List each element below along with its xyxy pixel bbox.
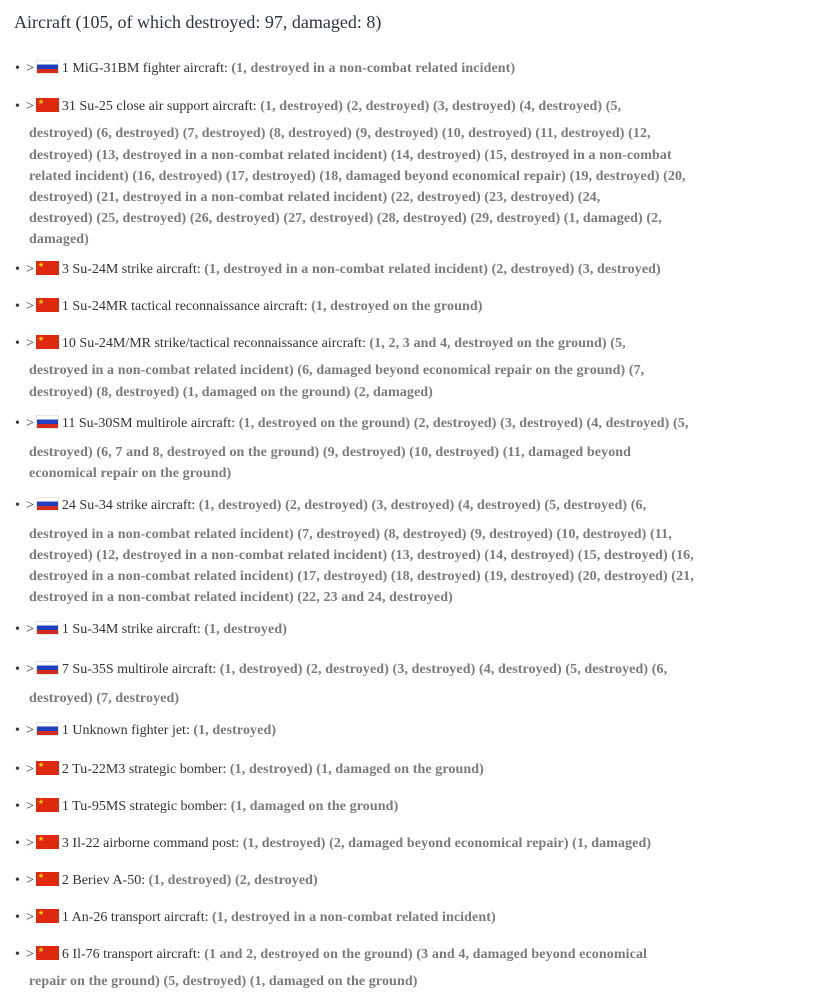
list-bullet: • xyxy=(15,799,20,814)
aircraft-type-label: 2 Tu-22M3 strategic bomber: xyxy=(61,762,230,777)
aircraft-type-label: 10 Su-24M/MR strike/tactical reconnaissance aircraft: xyxy=(61,336,370,351)
list-bullet: • xyxy=(15,947,20,962)
loss-details[interactable]: (1, destroyed) (2, destroyed) (3, destroyed) (4, destroyed) (5, xyxy=(260,99,622,114)
loss-details[interactable]: destroyed in a non-combat related incident) (6, damaged beyond economical repair on the ground) (7, xyxy=(29,363,645,378)
loss-details[interactable]: (1, destroyed) (1, damaged on the ground) xyxy=(229,762,484,777)
chevron-right-icon[interactable]: > xyxy=(26,498,34,513)
chevron-right-icon[interactable]: > xyxy=(26,723,34,738)
china-flag-icon: ★ xyxy=(36,761,59,775)
list-item xyxy=(0,259,770,280)
aircraft-type-label: 3 Il-22 airborne command post: xyxy=(61,836,243,851)
loss-details[interactable]: destroyed in a non-combat related incident) (22, 23 and 24, destroyed) xyxy=(29,590,453,605)
chevron-right-icon[interactable]: > xyxy=(26,762,34,777)
list-bullet: • xyxy=(15,61,20,76)
loss-details[interactable]: (1 and 2, destroyed on the ground) (3 and 4, damaged beyond economical xyxy=(204,947,648,962)
chevron-right-icon[interactable]: > xyxy=(26,416,34,431)
china-flag-icon: ★ xyxy=(36,335,59,349)
loss-details[interactable]: (1, destroyed on the ground) xyxy=(311,299,483,314)
china-flag-icon: ★ xyxy=(36,909,59,923)
list-item xyxy=(0,495,770,605)
loss-details[interactable]: destroyed) (25, destroyed) (26, destroyed) (27, destroyed) (28, destroyed) (29, destroyed) (1, damaged) (2, xyxy=(29,211,662,226)
list-item xyxy=(0,944,770,989)
china-flag-icon: ★ xyxy=(36,298,59,312)
loss-details[interactable]: repair on the ground) (5, destroyed) (1, damaged on the ground) xyxy=(29,974,418,989)
loss-details[interactable]: destroyed) (6, 7 and 8, destroyed on the ground) (9, destroyed) (10, destroyed) (11, damaged beyond xyxy=(29,445,632,460)
china-flag-icon: ★ xyxy=(36,261,59,275)
list-item xyxy=(0,759,770,780)
chevron-right-icon[interactable]: > xyxy=(26,61,34,76)
list-bullet: • xyxy=(15,723,20,738)
aircraft-type-label: 7 Su-35S multirole aircraft: xyxy=(61,662,220,677)
list-bullet: • xyxy=(15,622,20,637)
list-bullet: • xyxy=(15,99,20,114)
russia-flag-icon xyxy=(36,60,59,74)
list-item xyxy=(0,833,770,854)
chevron-right-icon[interactable]: > xyxy=(26,662,34,677)
list-bullet: • xyxy=(15,299,20,314)
aircraft-type-label: 24 Su-34 strike aircraft: xyxy=(61,498,199,513)
china-flag-icon: ★ xyxy=(36,835,59,849)
loss-details[interactable]: damaged) xyxy=(29,232,89,247)
loss-details[interactable]: destroyed) (21, destroyed in a non-combat related incident) (22, destroyed) (23, destroyed) (24, xyxy=(29,190,601,205)
russia-flag-icon xyxy=(36,661,59,675)
list-item xyxy=(0,907,770,928)
list-bullet: • xyxy=(15,336,20,351)
russia-flag-icon xyxy=(36,722,59,736)
aircraft-type-label: 1 Su-34M strike aircraft: xyxy=(61,622,205,637)
aircraft-type-label: 1 Su-24MR tactical reconnaissance aircraft: xyxy=(61,299,312,314)
chevron-right-icon[interactable]: > xyxy=(26,299,34,314)
loss-details[interactable]: (1, destroyed in a non-combat related incident) (2, destroyed) (3, destroyed) xyxy=(204,262,661,277)
loss-details[interactable]: (1, 2, 3 and 4, destroyed on the ground) (5, xyxy=(369,336,626,351)
list-item xyxy=(0,333,770,400)
section-heading: Aircraft (105, of which destroyed: 97, damaged: 8) xyxy=(14,12,382,32)
loss-details[interactable]: (1, destroyed) (2, destroyed) (3, destroyed) (4, destroyed) (5, destroyed) (6, xyxy=(198,498,647,513)
aircraft-type-label: 1 Tu-95MS strategic bomber: xyxy=(61,799,231,814)
list-item xyxy=(0,720,770,741)
list-bullet: • xyxy=(15,873,20,888)
list-bullet: • xyxy=(15,762,20,777)
list-item xyxy=(0,413,770,481)
loss-details[interactable]: destroyed) (8, destroyed) (1, damaged on the ground) (2, damaged) xyxy=(29,385,433,400)
list-bullet: • xyxy=(15,836,20,851)
aircraft-type-label: 3 Su-24M strike aircraft: xyxy=(61,262,205,277)
loss-details[interactable]: (1, destroyed) (2, destroyed) (3, destroyed) (4, destroyed) (5, destroyed) (6, xyxy=(219,662,668,677)
loss-details[interactable]: (1, destroyed on the ground) (2, destroyed) (3, destroyed) (4, destroyed) (5, xyxy=(238,416,689,431)
list-item xyxy=(0,96,770,247)
aircraft-type-label: 1 Unknown fighter jet: xyxy=(61,723,194,738)
loss-details[interactable]: (1, destroyed) (2, destroyed) xyxy=(148,873,318,888)
loss-details[interactable]: (1, destroyed) xyxy=(193,723,277,738)
loss-details[interactable]: destroyed) (7, destroyed) xyxy=(29,691,180,706)
russia-flag-icon xyxy=(36,621,59,635)
list-bullet: • xyxy=(15,416,20,431)
aircraft-type-label: 11 Su-30SM multirole aircraft: xyxy=(61,416,239,431)
russia-flag-icon xyxy=(36,497,59,511)
china-flag-icon: ★ xyxy=(36,946,59,960)
loss-details[interactable]: destroyed) (6, destroyed) (7, destroyed) (8, destroyed) (9, destroyed) (10, destroyed) (11, destroyed) (12, xyxy=(29,126,651,141)
list-bullet: • xyxy=(15,498,20,513)
chevron-right-icon[interactable]: > xyxy=(26,873,34,888)
chevron-right-icon[interactable]: > xyxy=(26,910,34,925)
china-flag-icon: ★ xyxy=(36,872,59,886)
russia-flag-icon xyxy=(36,415,59,429)
list-bullet: • xyxy=(15,262,20,277)
loss-details[interactable]: (1, damaged on the ground) xyxy=(230,799,399,814)
aircraft-type-label: 6 Il-76 transport aircraft: xyxy=(61,947,205,962)
loss-details[interactable]: destroyed in a non-combat related incident) (7, destroyed) (8, destroyed) (9, destroyed) (10, destroyed) (11, xyxy=(29,527,672,542)
list-item xyxy=(0,58,770,79)
loss-details[interactable]: economical repair on the ground) xyxy=(29,466,232,481)
loss-details[interactable]: destroyed) (12, destroyed in a non-combat related incident) (13, destroyed) (14, destroyed) (15, destroyed) (16, xyxy=(29,548,694,563)
aircraft-type-label: 2 Beriev A-50: xyxy=(61,873,149,888)
list-item xyxy=(0,870,770,891)
aircraft-type-label: 1 MiG-31BM fighter aircraft: xyxy=(61,61,232,76)
list-item xyxy=(0,796,770,817)
loss-details[interactable]: destroyed in a non-combat related incident) (17, destroyed) (18, destroyed) (19, destroyed) (20, destroyed) (21, xyxy=(29,569,694,584)
list-bullet: • xyxy=(15,910,20,925)
loss-details[interactable]: destroyed) (13, destroyed in a non-combat related incident) (14, destroyed) (15, destroyed in a non-combat xyxy=(29,148,672,163)
list-item xyxy=(0,619,770,640)
chevron-right-icon[interactable]: > xyxy=(26,799,34,814)
chevron-right-icon[interactable]: > xyxy=(26,836,34,851)
china-flag-icon: ★ xyxy=(36,798,59,812)
list-item xyxy=(0,296,770,317)
loss-details[interactable]: (1, destroyed in a non-combat related incident) xyxy=(231,61,516,76)
aircraft-type-label: 1 An-26 transport aircraft: xyxy=(61,910,212,925)
loss-details[interactable]: (1, destroyed) xyxy=(204,622,287,637)
list-item xyxy=(0,659,770,706)
chevron-right-icon[interactable]: > xyxy=(26,336,34,351)
chevron-right-icon[interactable]: > xyxy=(26,622,34,637)
loss-details[interactable]: (1, destroyed in a non-combat related incident) xyxy=(211,910,496,925)
loss-details[interactable]: (1, destroyed) (2, damaged beyond economical repair) (1, damaged) xyxy=(242,836,652,851)
loss-details[interactable]: related incident) (16, destroyed) (17, destroyed) (18, damaged beyond economical repair) (19, destroyed) (20, xyxy=(29,169,686,184)
aircraft-type-label: 31 Su-25 close air support aircraft: xyxy=(61,99,261,114)
list-bullet: • xyxy=(15,662,20,677)
china-flag-icon: ★ xyxy=(36,98,59,112)
chevron-right-icon[interactable]: > xyxy=(26,947,34,962)
chevron-right-icon[interactable]: > xyxy=(26,99,34,114)
chevron-right-icon[interactable]: > xyxy=(26,262,34,277)
